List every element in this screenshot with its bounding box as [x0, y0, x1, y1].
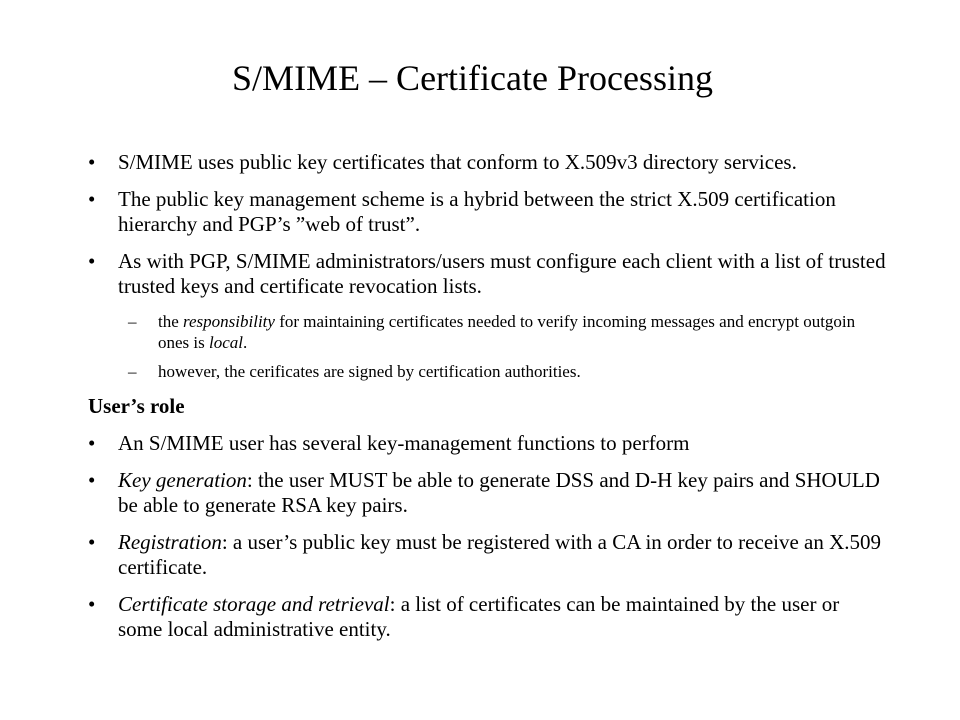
- bullet-marker: •: [88, 249, 96, 273]
- bullet-marker: •: [88, 592, 96, 616]
- bullet-item: [88, 530, 888, 580]
- bullet-item: [88, 592, 888, 642]
- bullet-marker: •: [88, 150, 96, 174]
- bullet-item: [88, 431, 888, 456]
- emphasis-responsibility: responsibility: [183, 312, 275, 331]
- bullet-text: An S/MIME user has several key-management functions to perform: [118, 431, 690, 455]
- sub-bullet-marker: –: [128, 362, 137, 381]
- bullet-marker: •: [88, 530, 96, 554]
- bullet-marker: •: [88, 468, 96, 492]
- bullet-item: [88, 187, 888, 237]
- sub-bullet-item: [88, 361, 888, 382]
- term-key-generation: Key generation: [118, 468, 247, 492]
- bullet-item: [88, 150, 888, 175]
- bullet-text: As with PGP, S/MIME administrators/users must configure each client with a list of trusted trusted keys and certificate revocation lists.: [118, 249, 886, 298]
- bullet-item: [88, 468, 888, 518]
- bullet-text: Key generation: the user MUST be able to generate DSS and D-H key pairs and SHOULD be able to generate RSA key pairs.: [118, 468, 880, 517]
- sub-bullet-marker: –: [128, 312, 137, 331]
- bullet-marker: •: [88, 431, 96, 455]
- bullet-marker: •: [88, 187, 96, 211]
- bullet-text: S/MIME uses public key certificates that conform to X.509v3 directory services.: [118, 150, 797, 174]
- term-certificate-storage: Certificate storage and retrieval: [118, 592, 390, 616]
- sub-bullet-item: [88, 311, 888, 353]
- bullet-text: Registration: a user’s public key must be registered with a CA in order to receive an X.509 certificate.: [118, 530, 882, 579]
- sub-bullet-text: however, the cerificates are signed by certification authorities.: [158, 362, 581, 381]
- slide-title: S/MIME – Certificate Processing: [232, 58, 713, 98]
- slide-content: [88, 150, 888, 654]
- section-heading: User’s role: [88, 394, 185, 418]
- bullet-item: [88, 249, 888, 299]
- bullet-text: Certificate storage and retrieval: a list of certificates can be maintained by the user or some local administrative entity.: [118, 592, 840, 641]
- emphasis-local: local: [209, 333, 243, 352]
- bullet-text: The public key management scheme is a hybrid between the strict X.509 certification hierarchy and PGP’s ”web of trust”.: [118, 187, 836, 236]
- term-registration: Registration: [118, 530, 222, 554]
- sub-bullet-text: the responsibility for maintaining certificates needed to verify incoming messages and encrypt outgoin ones is local.: [158, 312, 856, 352]
